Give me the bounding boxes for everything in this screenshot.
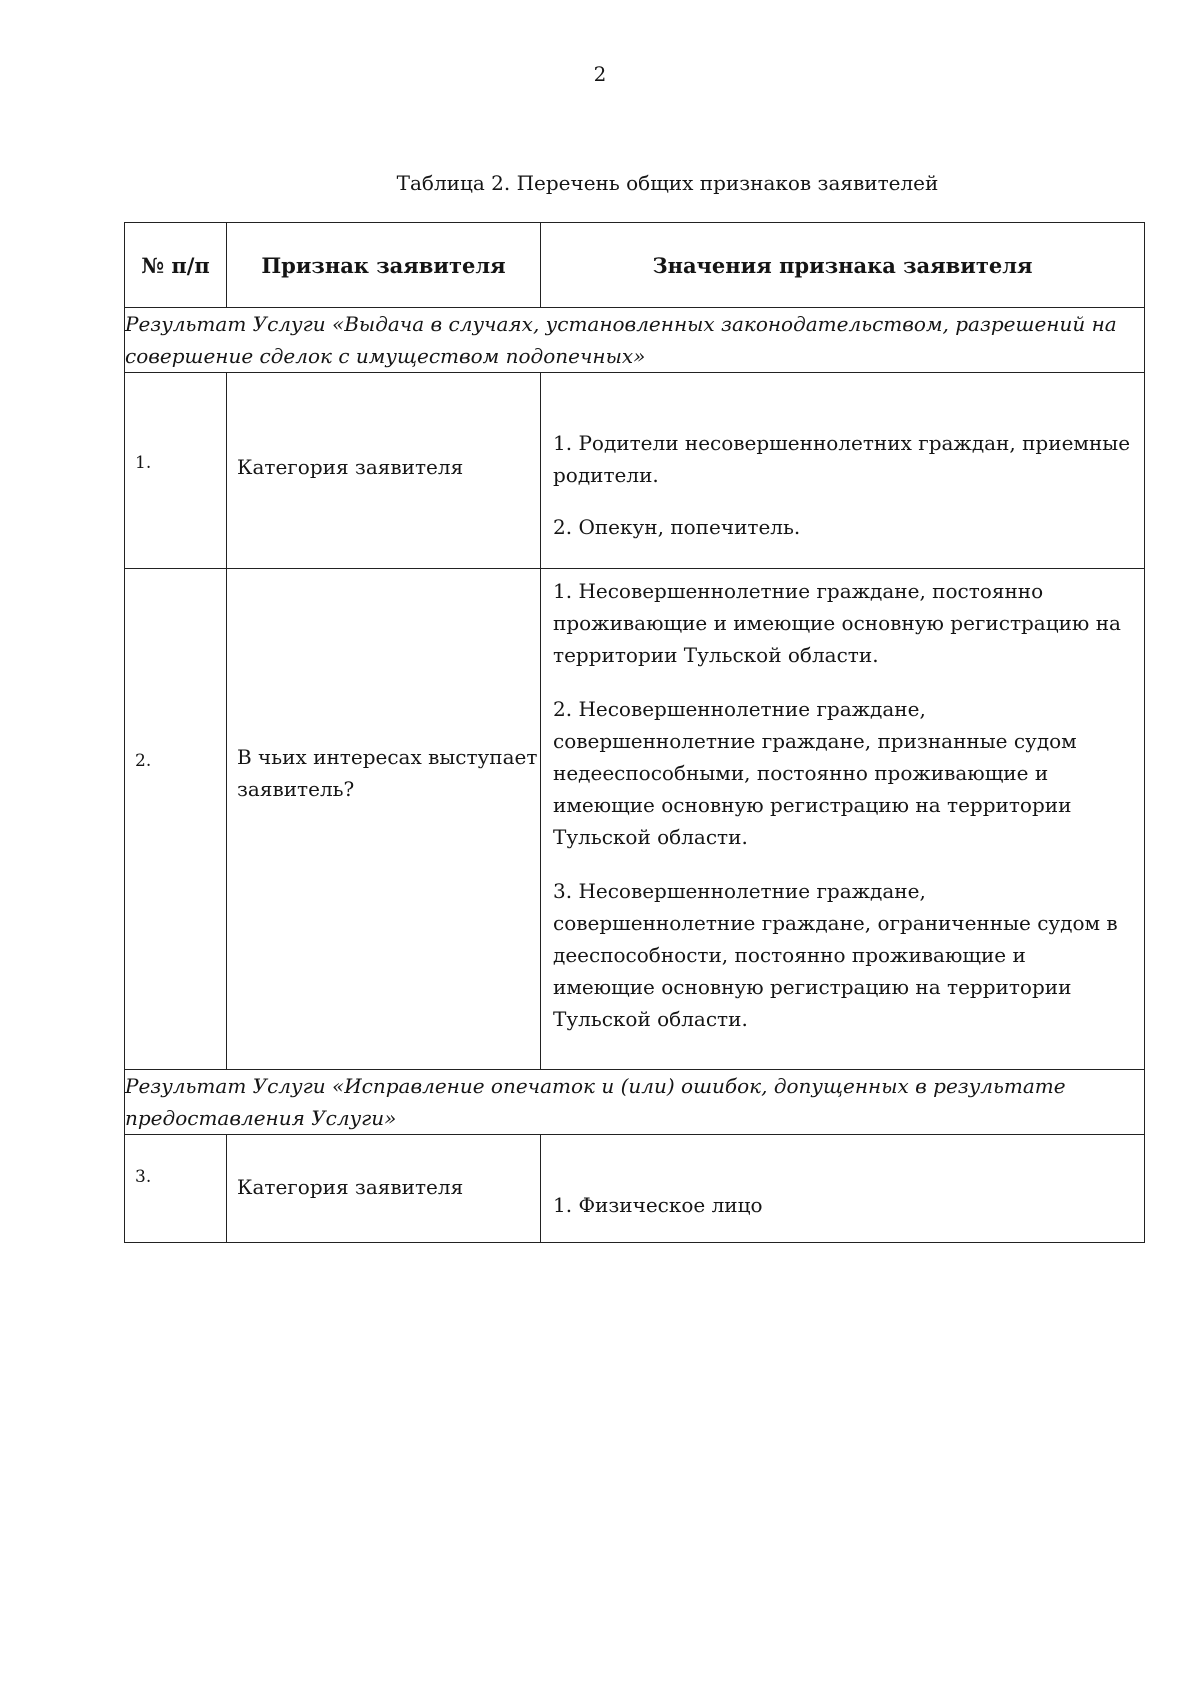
- row-sign: Категория заявителя: [227, 373, 541, 569]
- header-number: № п/п: [125, 223, 227, 308]
- row-number: 2.: [125, 569, 227, 1070]
- header-values: Значения признака заявителя: [541, 223, 1145, 308]
- value-item: 3. Несовершеннолетние граждане, совершеннолетние граждане, ограниченные судом в дееспособности, постоянно проживающие и имеющие основную регистрацию на территории Тульской области.: [553, 879, 1118, 1031]
- row-number: 1.: [125, 373, 227, 569]
- value-item: 2. Несовершеннолетние граждане, совершеннолетние граждане, признанные судом недееспособными, постоянно проживающие и имеющие основную регистрацию на территории Тульской области.: [553, 697, 1077, 849]
- row-sign: Категория заявителя: [227, 1135, 541, 1243]
- row-number: 3.: [125, 1135, 227, 1243]
- value-item: 1. Физическое лицо: [553, 1193, 763, 1217]
- table-row: [125, 1135, 1145, 1243]
- value-item: 2. Опекун, попечитель.: [553, 515, 801, 539]
- section-title: Результат Услуги «Исправление опечаток и (или) ошибок, допущенных в результате предоставления Услуги»: [125, 1070, 1145, 1135]
- row-values: [541, 1135, 1145, 1243]
- page-number: 2: [593, 62, 607, 86]
- section-title: Результат Услуги «Выдача в случаях, установленных законодательством, разрешений на совершение сделок с имуществом подопечных»: [125, 308, 1145, 373]
- section-row: [125, 1070, 1145, 1135]
- row-values: [541, 373, 1145, 569]
- table-row: [125, 569, 1145, 1070]
- header-sign: Признак заявителя: [227, 223, 541, 308]
- table-header-row: [125, 223, 1145, 308]
- row-values: [541, 569, 1145, 1070]
- value-item: 1. Родители несовершеннолетних граждан, приемные родители.: [553, 431, 1131, 487]
- section-row: [125, 308, 1145, 373]
- value-item: 1. Несовершеннолетние граждане, постоянно проживающие и имеющие основную регистрацию на территории Тульской области.: [553, 579, 1121, 667]
- criteria-table: [124, 222, 1145, 1243]
- table-row: [125, 373, 1145, 569]
- row-sign: В чьих интересах выступает заявитель?: [227, 569, 541, 1070]
- table-caption: Таблица 2. Перечень общих признаков заявителей: [396, 171, 939, 195]
